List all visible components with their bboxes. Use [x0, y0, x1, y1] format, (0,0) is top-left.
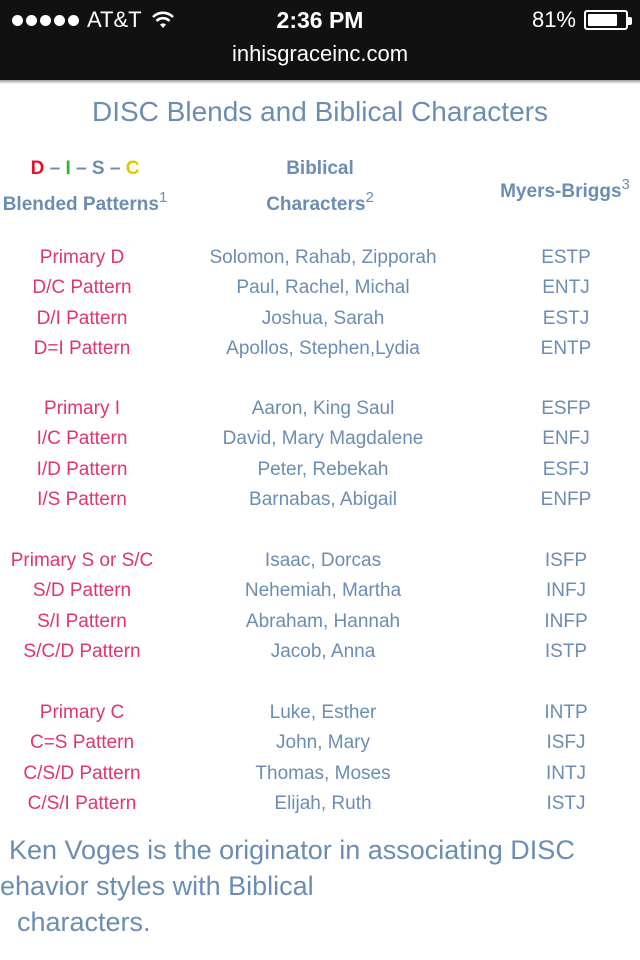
characters-cell: Barnabas, Abigail: [249, 489, 397, 511]
myers-briggs-cell: ENFP: [540, 489, 592, 511]
wifi-icon: [150, 10, 176, 30]
battery-nub: [628, 17, 632, 25]
footnote-2-marker: 2: [365, 189, 374, 206]
disc-c-letter: C: [125, 158, 140, 179]
toolbar-shadow: [0, 80, 640, 84]
characters-cell: Thomas, Moses: [255, 762, 391, 784]
table-row: [0, 334, 640, 364]
pattern-cell: I/D Pattern: [36, 458, 128, 480]
status-bar: [0, 0, 640, 40]
myers-briggs-cell: ENTJ: [542, 277, 590, 299]
pattern-cell: C/S/I Pattern: [27, 793, 137, 815]
myers-briggs-cell: INTJ: [545, 762, 587, 784]
table-row: [0, 304, 640, 334]
characters-cell: Luke, Esther: [269, 702, 377, 723]
table-row: [0, 243, 640, 273]
characters-cell: Paul, Rachel, Michal: [236, 277, 410, 299]
pattern-cell: Primary S or S/C: [10, 550, 154, 571]
myers-briggs-cell: ENTP: [540, 338, 592, 360]
pattern-cell: Primary D: [39, 247, 125, 268]
characters-label: Characters: [266, 194, 366, 215]
table-row: [0, 759, 640, 789]
table-row: [0, 576, 640, 606]
myers-briggs-cell: ESTP: [541, 247, 591, 268]
pattern-cell: D/I Pattern: [36, 307, 128, 329]
characters-cell: John, Mary: [276, 732, 370, 754]
header-biblical-characters: [230, 154, 410, 219]
url-bar[interactable]: [0, 40, 640, 80]
table-row: [0, 546, 640, 576]
header-blended-patterns: [0, 154, 190, 219]
footnote-1-marker: 1: [158, 189, 168, 206]
table-row: [0, 273, 640, 303]
myers-briggs-label: Myers-Briggs: [500, 181, 622, 202]
myers-briggs-cell: ESTJ: [542, 307, 590, 329]
characters-cell: Solomon, Rahab, Zipporah: [209, 247, 437, 268]
status-right: [532, 8, 628, 32]
characters-cell: Apollos, Stephen,Lydia: [226, 338, 420, 360]
table-row: [0, 789, 640, 819]
characters-label-line: [230, 183, 410, 219]
blended-patterns-label-line: [0, 183, 190, 219]
characters-cell: Jacob, Anna: [270, 641, 376, 663]
footnote: [0, 832, 640, 940]
disc-letters: D – I – S – C: [30, 158, 140, 179]
table-row: [0, 637, 640, 667]
pattern-cell: I/S Pattern: [37, 489, 127, 511]
pattern-cell: S/I Pattern: [37, 610, 127, 632]
myers-briggs-cell: INFP: [544, 610, 588, 632]
myers-briggs-cell: ISTJ: [546, 793, 586, 815]
biblical-label: Biblical: [286, 158, 354, 179]
pattern-cell: Primary C: [39, 702, 125, 723]
url-text: inhisgraceinc.com: [231, 41, 409, 66]
characters-cell: David, Mary Magdalene: [222, 428, 424, 450]
myers-briggs-cell: ESFP: [541, 398, 591, 419]
characters-cell: Aaron, King Saul: [251, 398, 395, 419]
battery-percent: 81%: [531, 7, 576, 32]
signal-dots-icon: [12, 15, 79, 26]
header-myers-briggs: [490, 170, 640, 206]
status-left: [12, 8, 176, 32]
characters-cell: Peter, Rebekah: [257, 458, 389, 480]
battery-fill: [588, 14, 617, 26]
table-row: [0, 698, 640, 728]
pattern-cell: I/C Pattern: [36, 428, 128, 450]
table-row: [0, 394, 640, 424]
disc-d-letter: D: [30, 158, 45, 179]
pattern-cell: S/C/D Pattern: [23, 641, 141, 663]
footnote-line-2: ehavior styles with Biblical: [0, 871, 314, 901]
table-row: [0, 424, 640, 454]
pattern-cell: D/C Pattern: [32, 277, 132, 299]
table-row: [0, 455, 640, 485]
myers-briggs-cell: ISFP: [544, 550, 588, 571]
disc-s-letter: S: [91, 158, 105, 179]
pattern-cell: C/S/D Pattern: [23, 762, 141, 784]
carrier-label: AT&T: [87, 7, 142, 32]
disc-i-letter: I: [65, 158, 71, 179]
page-title: DISC Blends and Biblical Characters: [92, 96, 548, 127]
pattern-cell: D=I Pattern: [33, 338, 131, 360]
myers-briggs-cell: INFJ: [545, 580, 587, 602]
footnote-line-1: Ken Voges is the originator in associating DISC: [9, 835, 575, 865]
myers-briggs-cell: ISTP: [544, 641, 588, 663]
table-row: [0, 728, 640, 758]
myers-briggs-cell: ENFJ: [542, 428, 590, 450]
myers-briggs-cell: ESFJ: [542, 458, 590, 480]
myers-briggs-cell: INTP: [544, 702, 588, 723]
pattern-cell: Primary I: [44, 398, 120, 419]
pattern-cell: S/D Pattern: [32, 580, 132, 602]
myers-briggs-cell: ISFJ: [546, 732, 586, 754]
clock: 2:36 PM: [276, 7, 364, 33]
table-row: [0, 485, 640, 515]
battery-icon: [584, 10, 628, 30]
characters-cell: Isaac, Dorcas: [264, 550, 382, 571]
footnote-3-marker: 3: [621, 176, 630, 193]
characters-cell: Abraham, Hannah: [245, 610, 401, 632]
blended-patterns-label: Blended Patterns: [2, 194, 159, 215]
pattern-cell: C=S Pattern: [29, 732, 135, 754]
characters-cell: Elijah, Ruth: [274, 793, 372, 815]
characters-cell: Joshua, Sarah: [261, 307, 385, 329]
characters-cell: Nehemiah, Martha: [244, 580, 402, 602]
footnote-line-3: characters.: [17, 907, 151, 937]
table-row: [0, 607, 640, 637]
